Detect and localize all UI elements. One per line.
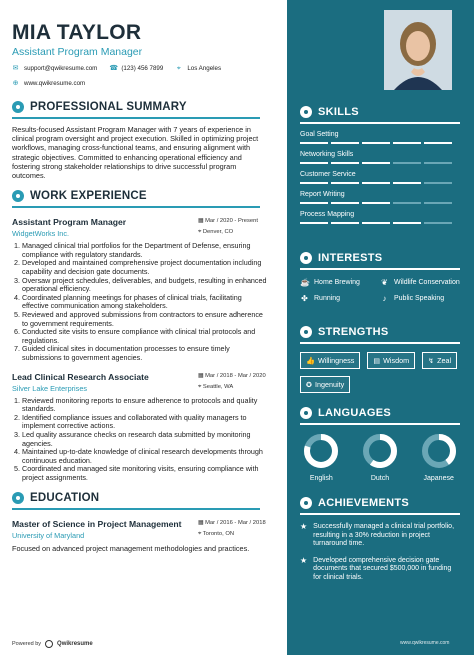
skills-section [300,106,460,224]
job-company: Silver Lake Enterprises [12,383,88,393]
skill-level-segment [362,142,390,144]
job-dates-text: Mar / 2020 - Present [205,218,258,225]
interest-item [300,294,380,303]
skill-level-bar [300,222,460,224]
skill-level-segment [331,182,359,184]
zap-icon: ↯ [428,356,435,365]
job-title: Lead Clinical Research Associate [12,371,149,382]
interest-item [380,278,460,287]
list-item: 1. Managed clinical trial portfolios for the Department of Defense, ensuring compliance with regulatory standards. [22,242,270,259]
skill-level-segment [424,182,452,184]
skill-label: Report Writing [300,191,345,198]
strengths-title: STRENGTHS [318,326,389,338]
interest-label: Home Brewing [314,279,360,286]
strength-label: Zeal [437,356,452,365]
summary-title: PROFESSIONAL SUMMARY [30,101,187,113]
interest-label: Wildlife Conservation [394,279,460,286]
phone-icon: ☎ [109,65,119,72]
skill-level-segment [393,142,421,144]
education-title: EDUCATION [30,492,100,505]
contact-phone[interactable] [109,65,163,72]
interest-item [380,294,460,303]
skill-level-segment [331,222,359,224]
education-rule [12,508,260,510]
website-text: www.qwikresume.com [24,80,86,87]
calendar-icon: ▦ [198,372,206,379]
skill-level-segment [362,222,390,224]
degree: Master of Science in Project Management [12,519,182,530]
strengths-section [300,326,460,393]
email-text: support@qwikresume.com [24,65,98,72]
powered-by-text: Powered by [12,641,42,647]
section-bullet-icon [300,407,312,419]
footer-site[interactable]: www.qwikresume.com [400,640,450,646]
skill-level-segment [424,222,452,224]
languages-section [300,407,460,482]
qwikresume-logo-icon [45,640,53,648]
mail-icon: ✉ [12,65,19,72]
section-bullet-icon [300,326,312,338]
list-item: 4. Coordinated planning meetings for phases of clinical trials, facilitating effective communication among stakeholders. [22,294,270,311]
achievement-item [300,523,460,549]
strengths-rule [300,342,460,344]
skill-level-segment [300,202,328,204]
education-heading [12,492,270,504]
education-description: Focused on advanced project management methodologies and practices. [12,544,250,554]
achievement-item [300,557,460,583]
language-item [417,433,460,482]
languages-title: LANGUAGES [318,407,391,419]
job-bullets [12,397,270,483]
strength-tag [422,352,457,369]
list-item: 7. Guided clinical sites in documentation processes to ensure timely submissions to government agencies. [22,345,270,362]
trophy-icon: ★ [300,555,308,565]
interests-section [300,252,460,303]
contact-info [12,65,270,87]
contact-website[interactable] [12,80,85,87]
language-level-ring [303,433,339,469]
profile-photo [384,10,452,90]
language-label: English [309,475,333,482]
job-dates [198,217,270,226]
skill-level-bar [300,202,460,204]
job-bullets [12,242,270,362]
skill-label: Customer Service [300,171,356,178]
location-pin-icon: ⌖ [176,65,181,72]
education-entry [12,519,270,553]
section-bullet-icon [300,252,312,264]
interests-title: INTERESTS [318,252,383,264]
paw-icon: ✤ [301,294,308,303]
skill-level-segment [300,142,328,144]
skill-item [300,191,460,204]
skill-level-segment [362,162,390,164]
interest-item [300,278,380,287]
strength-tag [300,376,350,393]
skill-level-segment [331,202,359,204]
avatar [384,10,452,90]
skill-level-segment [393,202,421,204]
education-location [198,531,270,540]
skill-item [300,171,460,184]
summary-rule [12,117,260,119]
education-location-text: Toronto, ON [202,531,235,538]
skills-list [300,131,460,224]
language-item [359,433,402,482]
skill-level-segment [362,182,390,184]
strength-label: Ingenuity [315,380,345,389]
interests-list [300,278,460,303]
skill-level-segment [362,202,390,204]
strength-label: Willingness [317,356,355,365]
job-dates [198,372,270,381]
trophy-icon: ★ [300,522,308,531]
location-text: Los Angeles [187,65,222,72]
job-location-text: Seattle, WA [202,383,234,390]
skill-level-segment [331,162,359,164]
skill-level-segment [331,142,359,144]
strength-tag [300,352,360,369]
footer [12,640,93,648]
contact-location [175,65,221,72]
list-item: 2. Developed and maintained comprehensive project documentation including capability and decision gate documents. [22,259,270,276]
interest-label: Public Speaking [394,295,445,302]
language-label: Japanese [423,475,454,482]
leaf-icon: ❦ [381,278,388,287]
job-dates-text: Mar / 2018 - Mar / 2020 [205,372,266,379]
skill-label: Networking Skills [300,151,354,158]
list-item: 5. Reviewed and approved submissions from contractors to ensure adherence to government requirements. [22,311,270,328]
achievements-rule [300,513,460,515]
globe-icon: ⊕ [12,80,19,87]
skill-level-segment [300,182,328,184]
location-pin-icon: ⌖ [198,229,203,236]
section-bullet-icon [12,492,24,504]
job-title: Assistant Program Manager [12,217,127,228]
job-entry [12,217,270,362]
candidate-role: Assistant Program Manager [12,46,143,58]
brand-text[interactable]: Qwikresume [57,641,93,647]
skill-level-bar [300,142,460,144]
experience-heading [12,190,270,202]
language-item [300,433,343,482]
school: University of Maryland [12,531,85,541]
skill-level-segment [393,222,421,224]
skill-level-segment [393,162,421,164]
strengths-list [300,352,460,393]
strength-label: Wisdom [383,356,410,365]
list-item: 1. Reviewed monitoring reports to ensure adherence to protocols and quality standards. [22,397,270,414]
contact-email[interactable] [12,65,97,72]
skill-level-segment [393,182,421,184]
skill-level-segment [424,162,452,164]
section-bullet-icon [300,497,312,509]
summary-heading [12,101,270,113]
achievements-title: ACHIEVEMENTS [318,497,409,509]
languages-rule [300,423,460,425]
skills-rule [300,122,460,124]
lightbulb-icon: ✪ [306,380,313,389]
job-location [198,384,270,393]
calendar-icon: ▦ [198,520,206,527]
skill-item [300,211,460,224]
interests-rule [300,268,460,270]
section-bullet-icon [300,106,312,118]
skill-item [300,131,460,144]
location-pin-icon: ⌖ [198,383,203,390]
coffee-icon: ☕ [300,278,310,287]
list-item: 3. Oversaw project schedules, deliverables, and budgets, resulting in enhanced operational efficiency. [22,277,270,294]
education-dates-text: Mar / 2016 - Mar / 2018 [205,520,266,527]
achievement-text: Successfully managed a clinical trial portfolio, resulting in a 30% reduction in project turnaround time. [313,523,455,548]
list-item: 3. Led quality assurance checks on research data submitted by monitoring agencies. [22,431,270,448]
candidate-name: MIA TAYLOR [12,21,142,44]
achievements-section [300,497,460,583]
skill-level-bar [300,162,460,164]
list-item: 2. Identified compliance issues and collaborated with quality managers to implement corrective actions. [22,414,270,431]
summary-text: Results-focused Assistant Program Manager with 7 years of experience in clinical program oversight and project execution. Skilled in optimizing project workflows, managing cross-functional teams, and ensuring alignment with strategic objectives. Committed to enhancing operational efficiency and fostering strong stakeholder relationships to drive successful program outcomes. [12,125,259,181]
thumbs-up-icon: 👍 [306,356,315,365]
languages-list [300,433,460,482]
location-pin-icon: ⌖ [198,531,203,538]
skill-level-segment [300,222,328,224]
job-company: WidgetWorks Inc. [12,229,70,239]
skill-level-segment [424,142,452,144]
microphone-icon: ♪ [382,294,387,303]
section-bullet-icon [12,190,24,202]
skill-level-segment [424,202,452,204]
interest-label: Running [314,295,341,302]
skill-item [300,151,460,164]
strength-tag [367,352,415,369]
education-dates [198,519,270,528]
list-item: 6. Conducted site visits to ensure compliance with clinical trial protocols and regulations. [22,328,270,345]
job-location-text: Denver, CO [202,229,234,236]
list-item: 5. Coordinated and managed site monitoring visits, ensuring compliance with project assignments. [22,465,270,482]
language-label: Dutch [370,475,390,482]
skill-label: Process Mapping [300,211,355,218]
language-level-ring [362,433,398,469]
experience-title: WORK EXPERIENCE [30,190,147,203]
job-entry [12,372,270,483]
skill-label: Goal Setting [300,131,339,138]
skill-level-bar [300,182,460,184]
experience-rule [12,206,260,208]
main-column [12,22,270,554]
book-icon: ▤ [373,356,381,365]
skills-title: SKILLS [318,106,359,118]
achievement-text: Developed comprehensive decision gate documents that secured $500,000 in funding for clinical trials. [313,556,452,581]
phone-text: (123) 456 7899 [121,65,164,72]
calendar-icon: ▦ [198,218,206,225]
list-item: 4. Maintained up-to-date knowledge of clinical research developments through continuous education. [22,448,270,465]
section-bullet-icon [12,101,24,113]
job-location [198,229,270,238]
skill-level-segment [300,162,328,164]
language-level-ring [421,433,457,469]
